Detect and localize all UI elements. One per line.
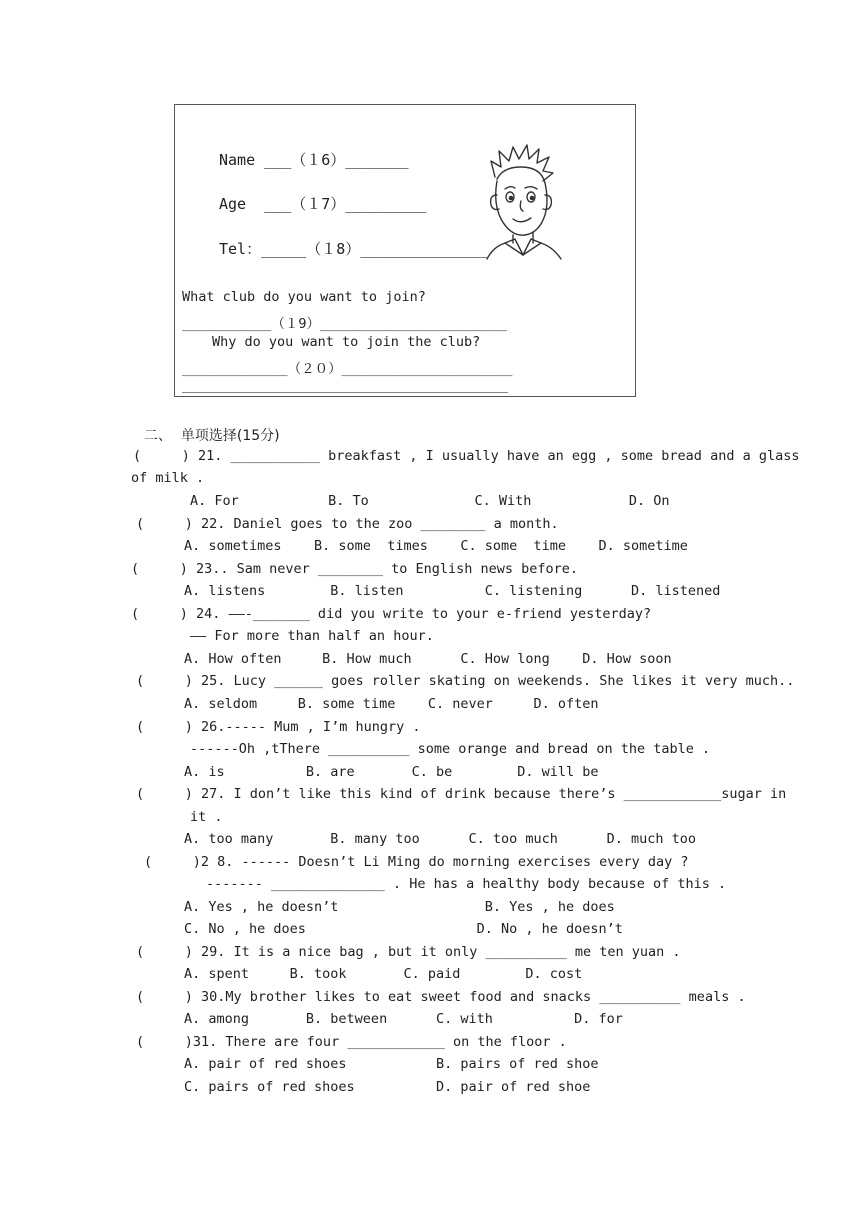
answer-rule (182, 392, 508, 393)
student-info-form (174, 104, 636, 397)
question-21-cont: of milk . (131, 470, 205, 486)
question-29: ( ) 29. It is a nice bag , but it only __________ me ten yuan . (136, 944, 681, 960)
question-28-reply: ------- ______________ . He has a healthy body because of this . (206, 876, 727, 892)
why-question: Why do you want to join the club? (212, 334, 481, 350)
question-24-reply: —— For more than half an hour. (190, 628, 434, 644)
section-heading: 二、 单项选择(15分) (144, 428, 280, 444)
options-24[interactable]: A. How often B. How much C. How long D. How soon (184, 651, 672, 667)
tel-field[interactable]: Tel：_____（１8）______________ (219, 240, 487, 258)
options-26[interactable]: A. is B. are C. be D. will be (184, 764, 599, 780)
blank-20[interactable]: _____________（２０）_____________________ (182, 361, 513, 377)
question-27-cont: it . (190, 809, 223, 825)
options-23[interactable]: A. listens B. listen C. listening D. listened (184, 583, 721, 599)
options-28-row1[interactable]: A. Yes , he doesn’t B. Yes , he does (184, 899, 615, 915)
options-31-row2[interactable]: C. pairs of red shoes D. pair of red shoe (184, 1079, 591, 1095)
age-field[interactable]: Age ___（１7）_________ (219, 195, 427, 213)
question-26-reply: ------Oh ,tThere __________ some orange and bread on the table . (190, 741, 711, 757)
question-31: ( )31. There are four ____________ on the floor . (136, 1034, 567, 1050)
options-30[interactable]: A. among B. between C. with D. for (184, 1011, 623, 1027)
options-27[interactable]: A. too many B. many too C. too much D. much too (184, 831, 697, 847)
question-21: ( ) 21. ___________ breakfast , I usually have an egg , some bread and a glass (133, 448, 800, 464)
blank-19[interactable]: ___________（１9）_______________________ (182, 316, 507, 332)
options-21[interactable]: A. For B. To C. With D. On (190, 493, 670, 509)
options-22[interactable]: A. sometimes B. some times C. some time D. sometime (184, 538, 688, 554)
question-24: ( ) 24. ——-_______ did you write to your e-friend yesterday? (131, 606, 652, 622)
question-28: ( )2 8. ------ Doesn’t Li Ming do morning exercises every day ? (144, 854, 689, 870)
question-26: ( ) 26.----- Mum , I’m hungry . (136, 719, 421, 735)
question-30: ( ) 30.My brother likes to eat sweet food and snacks __________ meals . (136, 989, 746, 1005)
boy-cartoon-illustration (481, 143, 563, 261)
options-25[interactable]: A. seldom B. some time C. never D. often (184, 696, 599, 712)
name-field[interactable]: Name ___（１6）_______ (219, 151, 409, 169)
question-23: ( ) 23.. Sam never ________ to English news before. (131, 561, 579, 577)
question-22: ( ) 22. Daniel goes to the zoo ________ a month. (136, 516, 559, 532)
question-27: ( ) 27. I don’t like this kind of drink because there’s ____________sugar in (136, 786, 787, 802)
options-29[interactable]: A. spent B. took C. paid D. cost (184, 966, 583, 982)
club-question: What club do you want to join? (182, 289, 426, 305)
question-25: ( ) 25. Lucy ______ goes roller skating on weekends. She likes it very much.. (136, 673, 795, 689)
options-28-row2[interactable]: C. No , he does D. No , he doesn’t (184, 921, 623, 937)
options-31-row1[interactable]: A. pair of red shoes B. pairs of red shoe (184, 1056, 599, 1072)
